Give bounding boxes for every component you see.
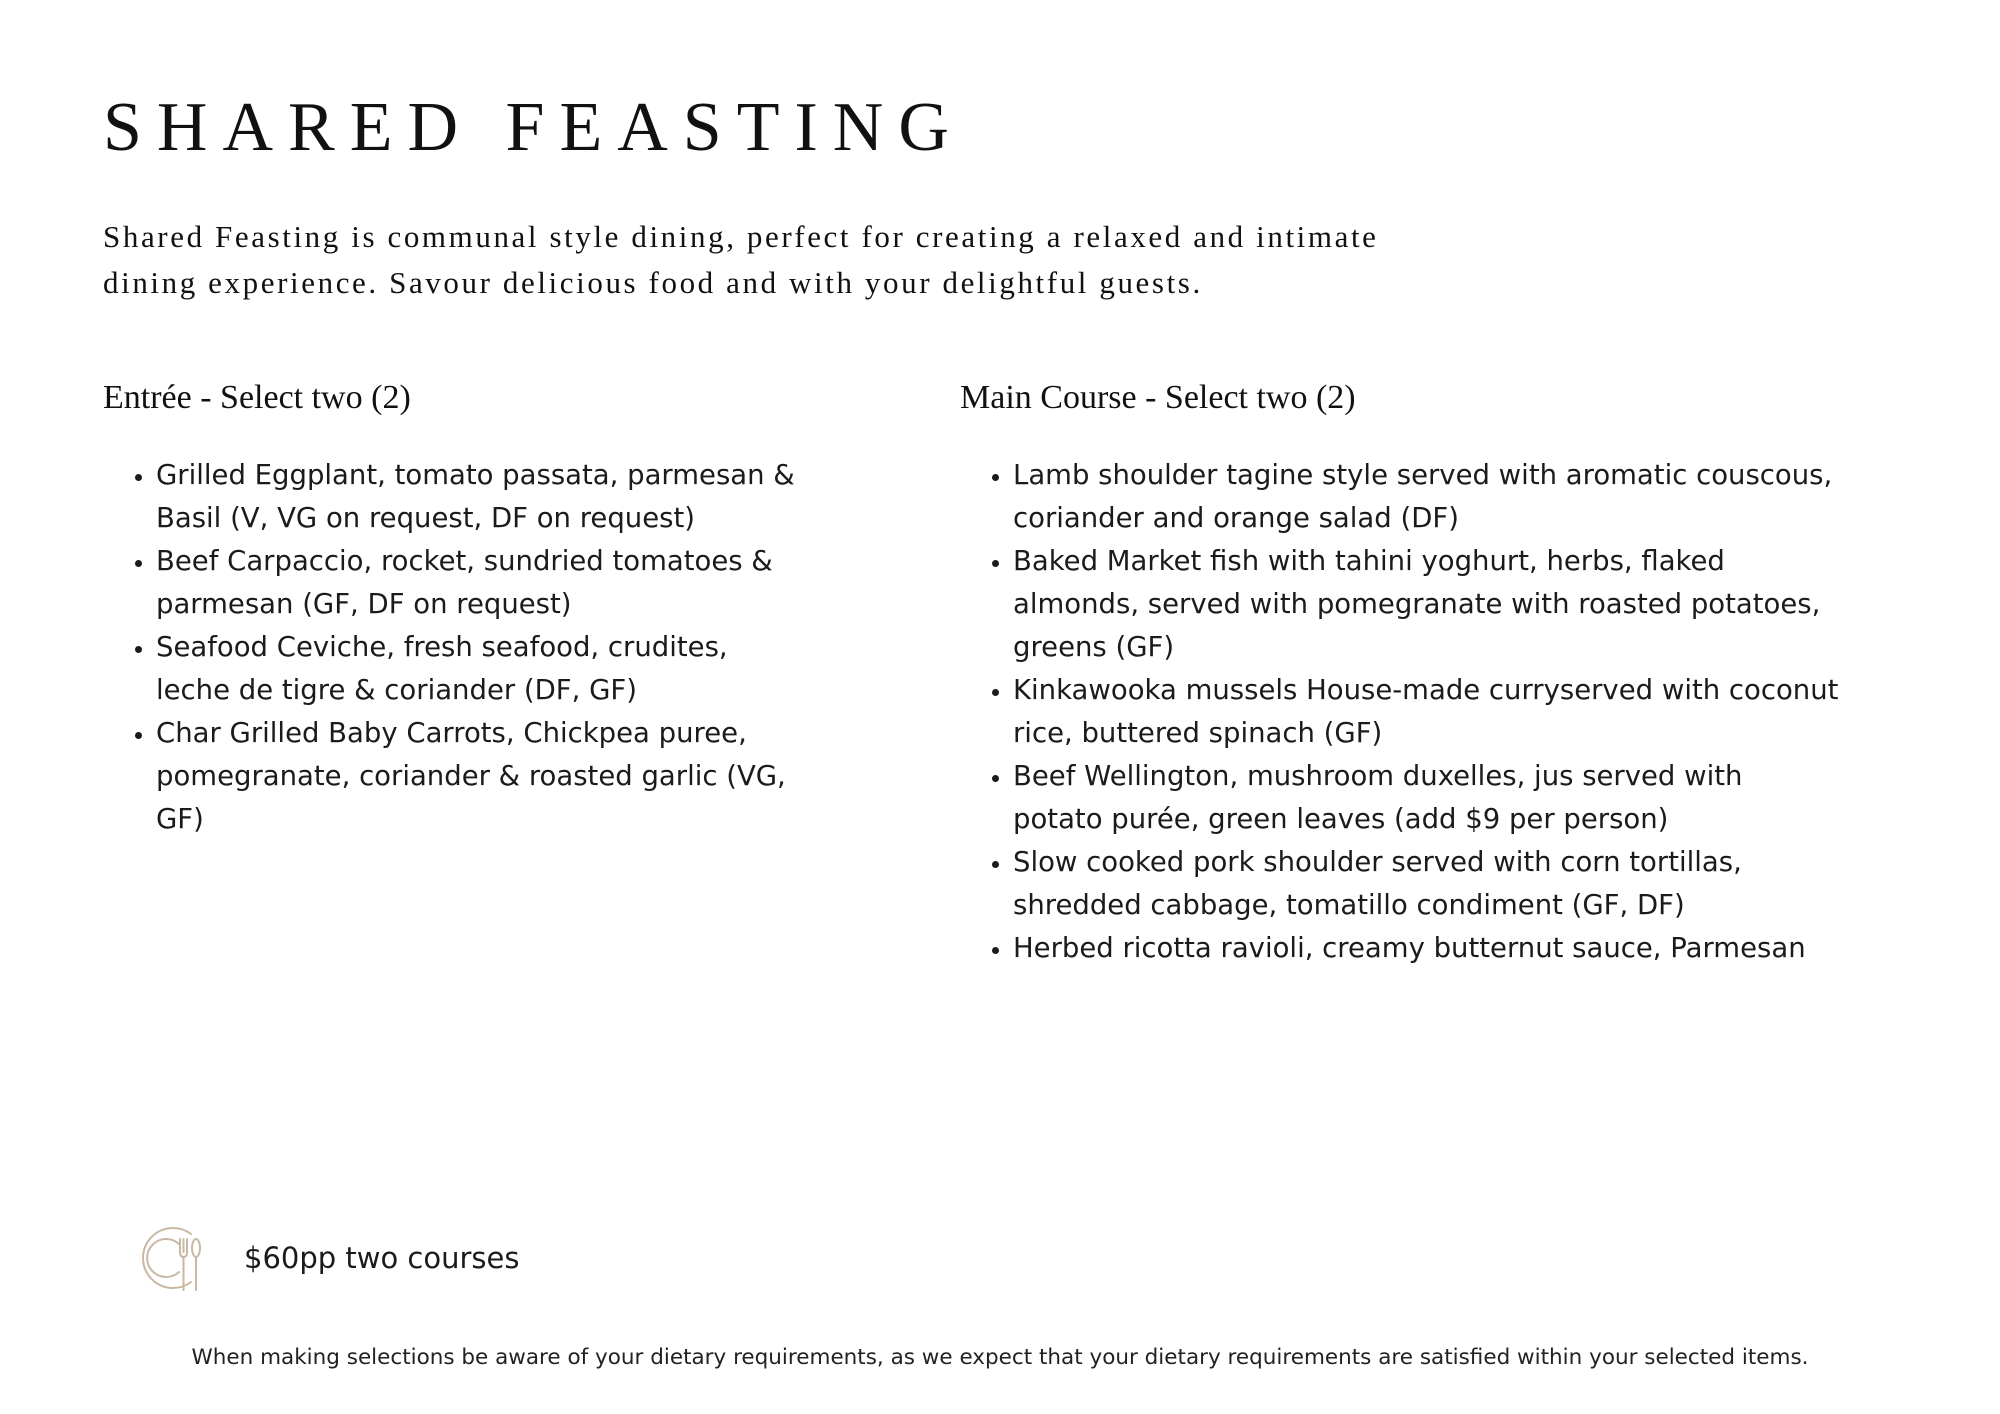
main-course-item: • Herbed ricotta ravioli, creamy butternut sauce, Parmesan — [1013, 927, 1840, 970]
main-course-item: • Lamb shoulder tagine style served with aromatic couscous, coriander and orange salad (DF) — [1013, 454, 1840, 540]
main-course-heading: Main Course - Select two (2) — [960, 379, 1356, 416]
main-course-item: • Baked Market fish with tahini yoghurt, herbs, flaked almonds, served with pomegranate with roasted potatoes, greens (GF) — [1013, 540, 1840, 669]
intro-line-1: Shared Feasting is communal style dining, perfect for creating a relaxed and intimate — [103, 219, 1379, 254]
main-course-list — [960, 454, 1840, 970]
intro-paragraph — [103, 214, 1603, 306]
main-course-item: • Beef Wellington, mushroom duxelles, jus served with potato purée, green leaves (add $9 per person) — [1013, 755, 1840, 841]
entree-heading: Entrée - Select two (2) — [103, 379, 411, 416]
price-row — [134, 1220, 520, 1296]
entree-list — [103, 454, 803, 841]
entree-item: • Char Grilled Baby Carrots, Chickpea puree, pomegranate, coriander & roasted garlic (VG, GF) — [156, 712, 803, 841]
intro-line-2: dining experience. Savour delicious food and with your delightful guests. — [103, 265, 1203, 300]
page-title: SHARED FEASTING — [103, 89, 964, 166]
price-text: $60pp two courses — [244, 1241, 520, 1275]
main-course-item: • Kinkawooka mussels House-made curryserved with coconut rice, buttered spinach (GF) — [1013, 669, 1840, 755]
dietary-footnote: When making selections be aware of your dietary requirements, as we expect that your dietary requirements are satisfied within your selected items. — [191, 1345, 1809, 1370]
main-course-item: • Slow cooked pork shoulder served with corn tortillas, shredded cabbage, tomatillo condiment (GF, DF) — [1013, 841, 1840, 927]
entree-section — [103, 372, 803, 841]
entree-item: • Beef Carpaccio, rocket, sundried tomatoes & parmesan (GF, DF on request) — [156, 540, 803, 626]
plate-cutlery-icon — [134, 1220, 210, 1296]
main-course-section — [960, 372, 1840, 970]
entree-item: • Seafood Ceviche, fresh seafood, crudites, leche de tigre & coriander (DF, GF) — [156, 626, 803, 712]
entree-item: • Grilled Eggplant, tomato passata, parmesan & Basil (V, VG on request, DF on request) — [156, 454, 803, 540]
